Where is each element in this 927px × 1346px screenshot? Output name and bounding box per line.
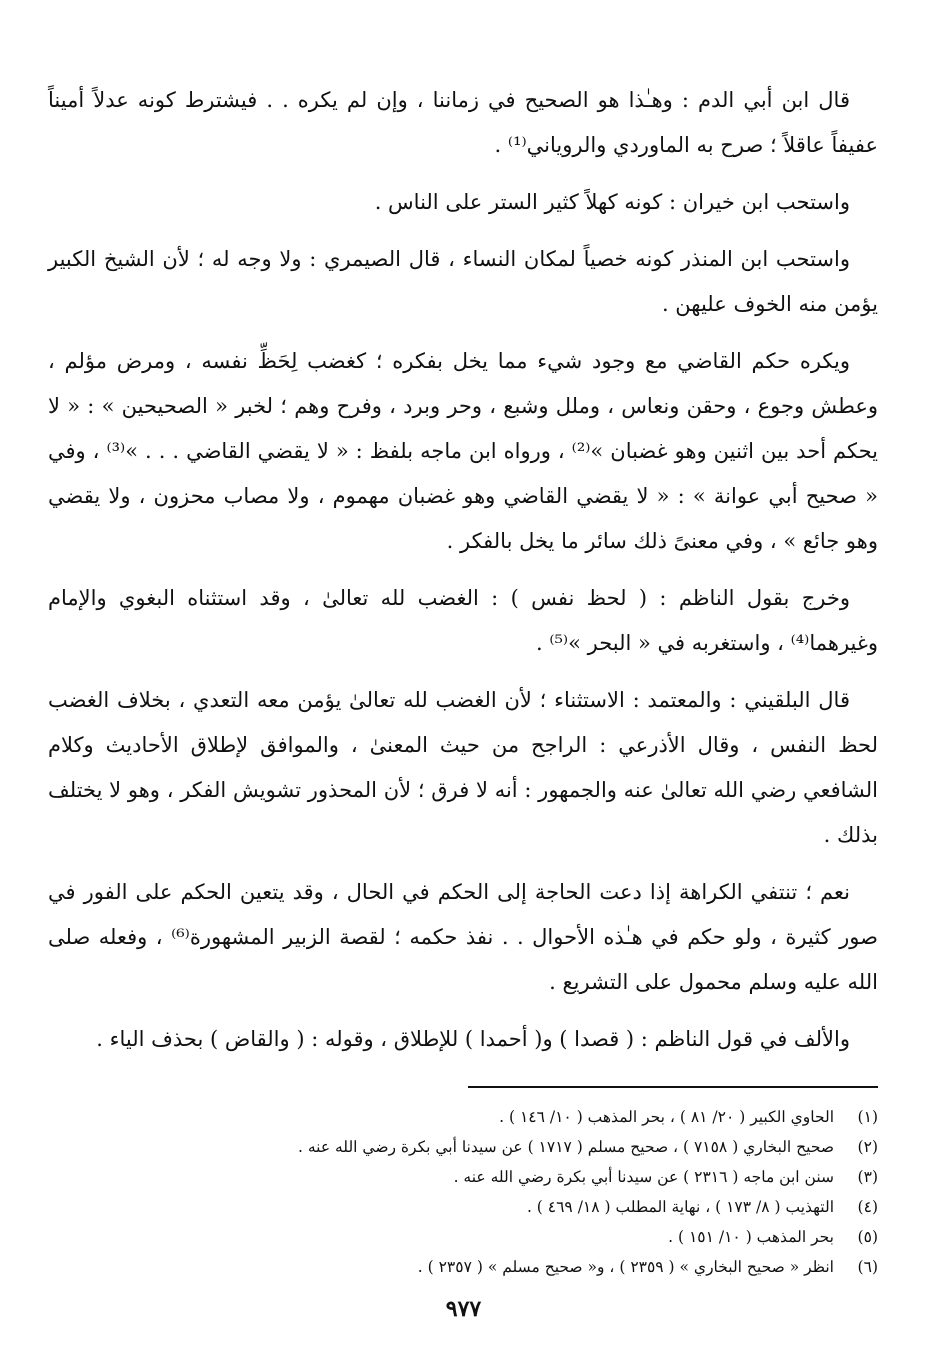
footnote (48, 1192, 878, 1222)
footnote-number: (٦) (857, 1258, 878, 1276)
footnote-number: (١) (857, 1108, 878, 1126)
paragraph: ويكره حكم القاضي مع وجود شيء مما يخل بفكره ؛ كغضب لِحَظِّ نفسه ، ومرض مؤلم ، وعطش وجوع ، وحقن ونعاس ، وملل وشبع ، وحر وبرد ، وفرح وهم ؛ لخبر « الصحيحين » : « لا يحكم أحد بين اثنين وهو غضبان »⁽²⁾ ، ورواه ابن ماجه بلفظ : « لا يقضي القاضي . . . »⁽³⁾ ، وفي « صحيح أبي عوانة » : « لا يقضي القاضي وهو غضبان مهموم ، ولا مصاب محزون ، ولا يقضي وهو جائع » ، وفي معنىً ذلك سائر ما يخل بالفكر . (48, 349, 878, 553)
footnote-text: بحر المذهب ( ١٠/ ١٥١ ) . (668, 1228, 834, 1246)
footnote-text: انظر « صحيح البخاري » ( ٢٣٥٩ ) ، و« صحيح مسلم » ( ٢٣٥٧ ) . (417, 1258, 834, 1276)
footnote-text: صحيح البخاري ( ٧١٥٨ ) ، صحيح مسلم ( ١٧١٧ ) عن سيدنا أبي بكرة رضي الله عنه . (297, 1138, 834, 1156)
paragraph: وخرج بقول الناظم : ( لحظ نفس ) : الغضب لله تعالىٰ ، وقد استثناه البغوي والإمام وغيرهما⁽⁴⁾ ، واستغربه في « البحر »⁽⁵⁾ . (48, 586, 878, 655)
paragraph: قال البلقيني : والمعتمد : الاستثناء ؛ لأن الغضب لله تعالىٰ يؤمن معه التعدي ، بخلاف الغضب لحظ النفس ، وقال الأذرعي : الراجح من حيث المعنىٰ ، والموافق لإطلاق الأحاديث وكلام الشافعي رضي الله تعالىٰ عنه والجمهور : أنه لا فرق ؛ لأن المحذور تشويش الفكر ، وهو لا يختلف بذلك . (48, 688, 878, 847)
paragraph: قال ابن أبي الدم : وهـٰذا هو الصحيح في زماننا ، وإن لم يكره . . فيشترط كونه عدلاً أميناً عفيفاً عاقلاً ؛ صرح به الماوردي والروياني⁽¹⁾ . (48, 88, 878, 157)
footnote-number: (٥) (857, 1228, 878, 1246)
footnote-divider (468, 1086, 878, 1088)
footnote (48, 1252, 878, 1282)
paragraph: واستحب ابن خيران : كونه كهلاً كثير الستر على الناس . (374, 190, 850, 214)
footnote-text: التهذيب ( ٨/ ١٧٣ ) ، نهاية المطلب ( ١٨/ ٤٦٩ ) . (526, 1198, 834, 1216)
paragraph: والألف في قول الناظم : ( قصدا ) و( أحمدا ) للإطلاق ، وقوله : ( والقاض ) بحذف الياء . (96, 1027, 850, 1051)
footnote (48, 1132, 878, 1162)
footnote-number: (٤) (857, 1198, 878, 1216)
page-number: ٩٧٧ (445, 1296, 482, 1322)
footnote-number: (٣) (857, 1168, 878, 1186)
footnote-number: (٢) (857, 1138, 878, 1156)
page-body (48, 78, 878, 1282)
footnotes (48, 1102, 878, 1282)
paragraph: نعم ؛ تنتفي الكراهة إذا دعت الحاجة إلى الحكم في الحال ، وقد يتعين الحكم على الفور في صور كثيرة ، ولو حكم في هـٰذه الأحوال . . نفذ حكمه ؛ لقصة الزبير المشهورة⁽⁶⁾ ، وفعله صلى الله عليه وسلم محمول على التشريع . (48, 880, 878, 994)
footnote-text: سنن ابن ماجه ( ٢٣١٦ ) عن سيدنا أبي بكرة رضي الله عنه . (453, 1168, 834, 1186)
footnote-text: الحاوي الكبير ( ٢٠/ ٨١ ) ، بحر المذهب ( ١٠/ ١٤٦ ) . (499, 1108, 834, 1126)
footnote (48, 1102, 878, 1132)
footnote (48, 1222, 878, 1252)
footnote (48, 1162, 878, 1192)
paragraph: واستحب ابن المنذر كونه خصياً لمكان النساء ، قال الصيمري : ولا وجه له ؛ لأن الشيخ الكبير يؤمن منه الخوف عليهن . (48, 247, 878, 316)
